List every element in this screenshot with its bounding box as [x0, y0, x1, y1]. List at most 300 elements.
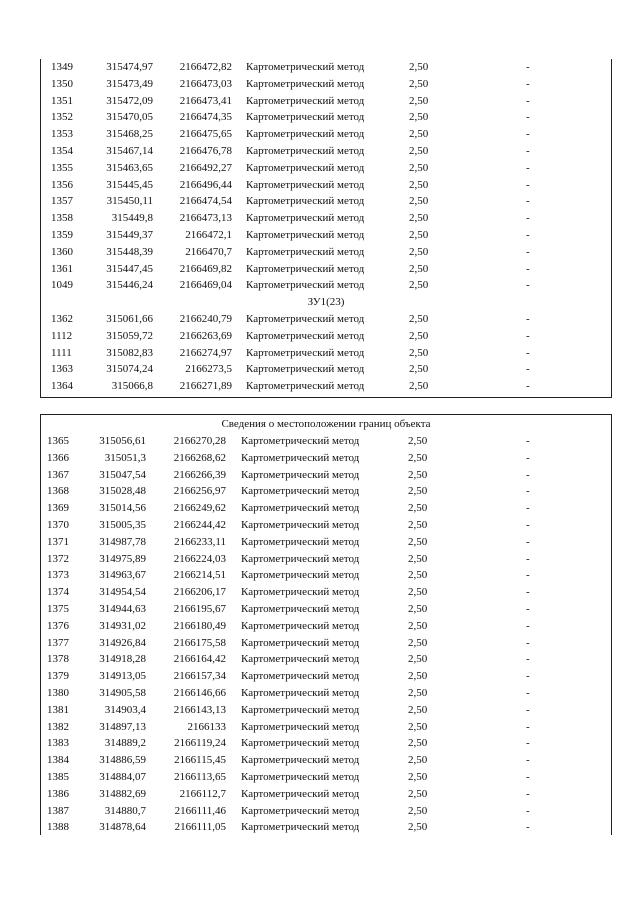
x-coordinate-cell: 315051,3	[104, 451, 146, 464]
table-row	[41, 769, 611, 786]
x-coordinate-cell: 314944,63	[99, 602, 146, 615]
x-coordinate-cell: 315047,54	[99, 468, 146, 481]
table-row	[41, 93, 611, 110]
method-cell: Картометрический метод	[246, 262, 365, 275]
x-coordinate-cell: 314882,69	[99, 787, 146, 800]
x-coordinate-cell: 315468,25	[106, 128, 153, 141]
table-rows	[41, 433, 611, 836]
method-cell: Картометрический метод	[241, 586, 360, 599]
x-coordinate-cell: 315061,66	[106, 312, 153, 325]
point-number-cell: 1367	[47, 468, 69, 481]
description-cell: -	[526, 821, 530, 834]
description-cell: -	[526, 346, 530, 359]
description-cell: -	[526, 804, 530, 817]
x-coordinate-cell: 315056,61	[99, 435, 146, 447]
method-cell: Картометрический метод	[241, 670, 360, 683]
table-row	[41, 244, 611, 261]
y-coordinate-cell: 2166266,39	[173, 468, 226, 481]
method-cell: Картометрический метод	[246, 61, 365, 73]
table-row	[41, 261, 611, 278]
accuracy-cell: 2,50	[408, 535, 428, 548]
x-coordinate-cell: 315445,45	[106, 178, 153, 191]
description-cell: -	[526, 586, 530, 599]
y-coordinate-cell: 2166112,7	[179, 787, 226, 800]
accuracy-cell: 2,50	[409, 195, 429, 208]
point-number-cell: 1355	[51, 161, 73, 174]
point-number-cell: 1111	[51, 346, 72, 359]
accuracy-cell: 2,50	[409, 279, 429, 292]
y-coordinate-cell: 2166111,46	[174, 804, 226, 817]
method-cell: Картометрический метод	[246, 111, 365, 124]
point-number-cell: 1374	[47, 586, 69, 599]
x-coordinate-cell: 314884,07	[99, 770, 146, 783]
y-coordinate-cell: 2166115,45	[174, 754, 226, 767]
y-coordinate-cell: 2166492,27	[179, 161, 232, 174]
table-row	[41, 635, 611, 652]
description-cell: -	[526, 703, 530, 716]
method-cell: Картометрический метод	[246, 228, 365, 241]
accuracy-cell: 2,50	[408, 485, 428, 498]
boundary-location-table	[40, 414, 612, 835]
description-cell: -	[526, 636, 530, 649]
description-cell: -	[526, 128, 530, 141]
accuracy-cell: 2,50	[408, 552, 428, 565]
y-coordinate-cell: 2166249,62	[173, 502, 226, 515]
y-coordinate-cell: 2166157,34	[173, 670, 226, 683]
accuracy-cell: 2,50	[408, 451, 428, 464]
x-coordinate-cell: 314987,78	[99, 535, 146, 548]
accuracy-cell: 2,50	[408, 754, 428, 767]
accuracy-cell: 2,50	[409, 245, 429, 258]
description-cell: -	[526, 468, 530, 481]
y-coordinate-cell: 2166143,13	[173, 703, 226, 716]
table-row	[41, 210, 611, 227]
accuracy-cell: 2,50	[408, 821, 428, 834]
description-cell: -	[526, 602, 530, 615]
description-cell: -	[526, 363, 530, 376]
point-number-cell: 1351	[51, 94, 73, 107]
accuracy-cell: 2,50	[409, 77, 429, 90]
method-cell: Картометрический метод	[241, 468, 360, 481]
accuracy-cell: 2,50	[408, 636, 428, 649]
accuracy-cell: 2,50	[408, 703, 428, 716]
accuracy-cell: 2,50	[409, 346, 429, 359]
y-coordinate-cell: 2166180,49	[173, 619, 226, 632]
table-row	[41, 109, 611, 126]
y-coordinate-cell: 2166473,41	[179, 94, 232, 107]
method-cell: Картометрический метод	[246, 346, 365, 359]
point-number-cell: 1376	[47, 619, 69, 632]
point-number-cell: 1369	[47, 502, 69, 515]
y-coordinate-cell: 2166475,65	[179, 128, 232, 141]
accuracy-cell: 2,50	[409, 329, 429, 342]
description-cell: -	[526, 720, 530, 733]
method-cell: Картометрический метод	[246, 329, 365, 342]
y-coordinate-cell: 2166476,78	[179, 144, 232, 157]
y-coordinate-cell: 2166274,97	[179, 346, 232, 359]
x-coordinate-cell: 315473,49	[106, 77, 153, 90]
x-coordinate-cell: 315447,45	[106, 262, 153, 275]
point-number-cell: 1349	[51, 61, 73, 73]
y-coordinate-cell: 2166244,42	[173, 518, 226, 531]
y-coordinate-cell: 2166496,44	[179, 178, 232, 191]
table-row	[41, 311, 611, 328]
description-cell: -	[526, 737, 530, 750]
accuracy-cell: 2,50	[408, 619, 428, 632]
description-cell: -	[526, 262, 530, 275]
y-coordinate-cell: 2166240,79	[179, 312, 232, 325]
x-coordinate-cell: 315446,24	[106, 279, 153, 292]
accuracy-cell: 2,50	[408, 720, 428, 733]
table-row	[41, 752, 611, 769]
description-cell: -	[526, 770, 530, 783]
description-cell: -	[526, 380, 530, 393]
method-cell: Картометрический метод	[241, 821, 360, 834]
y-coordinate-cell: 2166206,17	[173, 586, 226, 599]
accuracy-cell: 2,50	[408, 787, 428, 800]
description-cell: -	[526, 329, 530, 342]
y-coordinate-cell: 2166214,51	[173, 569, 226, 582]
accuracy-cell: 2,50	[408, 804, 428, 817]
method-cell: Картометрический метод	[246, 94, 365, 107]
method-cell: Картометрический метод	[241, 703, 360, 716]
x-coordinate-cell: 314905,58	[99, 686, 146, 699]
y-coordinate-cell: 2166263,69	[179, 329, 232, 342]
accuracy-cell: 2,50	[409, 111, 429, 124]
description-cell: -	[526, 451, 530, 464]
accuracy-cell: 2,50	[408, 670, 428, 683]
method-cell: Картометрический метод	[241, 569, 360, 582]
method-cell: Картометрический метод	[241, 485, 360, 498]
point-number-cell: 1378	[47, 653, 69, 666]
point-number-cell: 1360	[51, 245, 73, 258]
accuracy-cell: 2,50	[409, 262, 429, 275]
x-coordinate-cell: 315470,05	[106, 111, 153, 124]
method-cell: Картометрический метод	[246, 279, 365, 292]
y-coordinate-cell: 2166472,82	[179, 61, 232, 73]
x-coordinate-cell: 314878,64	[99, 821, 146, 834]
point-number-cell: 1385	[47, 770, 69, 783]
description-cell: -	[526, 535, 530, 548]
point-number-cell: 1049	[51, 279, 73, 292]
method-cell: Картометрический метод	[241, 770, 360, 783]
accuracy-cell: 2,50	[409, 178, 429, 191]
description-cell: -	[526, 61, 530, 73]
description-cell: -	[526, 161, 530, 174]
table-row	[41, 59, 611, 76]
table-row	[41, 735, 611, 752]
x-coordinate-cell: 314963,67	[99, 569, 146, 582]
description-cell: -	[526, 485, 530, 498]
method-cell: Картометрический метод	[246, 144, 365, 157]
table-row	[41, 702, 611, 719]
description-cell: -	[526, 212, 530, 225]
point-number-cell: 1358	[51, 212, 73, 225]
method-cell: Картометрический метод	[241, 754, 360, 767]
point-number-cell: 1388	[47, 821, 69, 834]
description-cell: -	[526, 178, 530, 191]
y-coordinate-cell: 2166133	[187, 720, 226, 733]
point-number-cell: 1356	[51, 178, 73, 191]
method-cell: Картометрический метод	[246, 178, 365, 191]
y-coordinate-cell: 2166164,42	[173, 653, 226, 666]
x-coordinate-cell: 314889,2	[104, 737, 146, 750]
accuracy-cell: 2,50	[409, 380, 429, 393]
table-row	[41, 483, 611, 500]
method-cell: Картометрический метод	[241, 552, 360, 565]
method-cell: Картометрический метод	[241, 435, 360, 447]
accuracy-cell: 2,50	[409, 212, 429, 225]
description-cell: -	[526, 228, 530, 241]
description-cell: -	[526, 312, 530, 325]
accuracy-cell: 2,50	[408, 770, 428, 783]
table-row	[41, 126, 611, 143]
y-coordinate-cell: 2166233,11	[174, 535, 226, 548]
point-number-cell: 1381	[47, 703, 69, 716]
table-row	[41, 378, 611, 395]
table-row	[41, 467, 611, 484]
x-coordinate-cell: 314897,13	[99, 720, 146, 733]
method-cell: Картометрический метод	[241, 720, 360, 733]
point-number-cell: 1373	[47, 569, 69, 582]
description-cell: -	[526, 195, 530, 208]
x-coordinate-cell: 315450,11	[106, 195, 153, 208]
x-coordinate-cell: 315005,35	[99, 518, 146, 531]
y-coordinate-cell: 2166111,05	[174, 821, 226, 834]
point-number-cell: 1382	[47, 720, 69, 733]
method-cell: Картометрический метод	[246, 363, 365, 376]
point-number-cell: 1357	[51, 195, 73, 208]
description-cell: -	[526, 111, 530, 124]
point-number-cell: 1359	[51, 228, 73, 241]
x-coordinate-cell: 315474,97	[106, 61, 153, 73]
table-row	[41, 786, 611, 803]
y-coordinate-cell: 2166224,03	[173, 552, 226, 565]
x-coordinate-cell: 315082,83	[106, 346, 153, 359]
method-cell: Картометрический метод	[246, 161, 365, 174]
point-number-cell: 1354	[51, 144, 73, 157]
x-coordinate-cell: 315449,37	[106, 228, 153, 241]
method-cell: Картометрический метод	[241, 518, 360, 531]
point-number-cell: 1364	[51, 380, 73, 393]
method-cell: Картометрический метод	[241, 451, 360, 464]
y-coordinate-cell: 2166469,04	[179, 279, 232, 292]
x-coordinate-cell: 314954,54	[99, 586, 146, 599]
point-number-cell: 1377	[47, 636, 69, 649]
method-cell: Картометрический метод	[241, 602, 360, 615]
subsection-label: ЗУ1(23)	[307, 296, 345, 309]
description-cell: -	[526, 569, 530, 582]
point-number-cell: 1350	[51, 77, 73, 90]
table-row	[41, 819, 611, 836]
accuracy-cell: 2,50	[408, 737, 428, 750]
table-row	[41, 277, 611, 294]
method-cell: Картометрический метод	[246, 380, 365, 393]
description-cell: -	[526, 518, 530, 531]
table-row	[41, 160, 611, 177]
table-row	[41, 328, 611, 345]
table-row	[41, 227, 611, 244]
description-cell: -	[526, 144, 530, 157]
x-coordinate-cell: 314903,4	[104, 703, 146, 716]
point-number-cell: 1352	[51, 111, 73, 124]
point-number-cell: 1366	[47, 451, 69, 464]
x-coordinate-cell: 314918,28	[99, 653, 146, 666]
accuracy-cell: 2,50	[409, 128, 429, 141]
coordinates-table-continued	[40, 59, 612, 398]
x-coordinate-cell: 314931,02	[99, 619, 146, 632]
table-row	[41, 618, 611, 635]
y-coordinate-cell: 2166256,97	[173, 485, 226, 498]
x-coordinate-cell: 314926,84	[99, 636, 146, 649]
method-cell: Картометрический метод	[246, 195, 365, 208]
method-cell: Картометрический метод	[241, 787, 360, 800]
description-cell: -	[526, 245, 530, 258]
point-number-cell: 1112	[51, 329, 73, 342]
accuracy-cell: 2,50	[408, 586, 428, 599]
y-coordinate-cell: 2166119,24	[174, 737, 226, 750]
point-number-cell: 1375	[47, 602, 69, 615]
table-row	[41, 551, 611, 568]
accuracy-cell: 2,50	[408, 435, 428, 447]
accuracy-cell: 2,50	[408, 602, 428, 615]
y-coordinate-cell: 2166474,54	[179, 195, 232, 208]
accuracy-cell: 2,50	[409, 228, 429, 241]
accuracy-cell: 2,50	[408, 468, 428, 481]
table-row	[41, 361, 611, 378]
point-number-cell: 1384	[47, 754, 69, 767]
table-row	[41, 803, 611, 820]
y-coordinate-cell: 2166146,66	[173, 686, 226, 699]
point-number-cell: 1383	[47, 737, 69, 750]
point-number-cell: 1372	[47, 552, 69, 565]
x-coordinate-cell: 315448,39	[106, 245, 153, 258]
table-row	[41, 450, 611, 467]
table-row	[41, 668, 611, 685]
y-coordinate-cell: 2166270,28	[173, 435, 226, 447]
method-cell: Картометрический метод	[241, 653, 360, 666]
accuracy-cell: 2,50	[408, 518, 428, 531]
table-row	[41, 177, 611, 194]
y-coordinate-cell: 2166473,13	[179, 212, 232, 225]
table-row	[41, 534, 611, 551]
y-coordinate-cell: 2166469,82	[179, 262, 232, 275]
table-row	[41, 719, 611, 736]
accuracy-cell: 2,50	[408, 502, 428, 515]
table-row	[41, 651, 611, 668]
description-cell: -	[526, 670, 530, 683]
table-row	[41, 345, 611, 362]
point-number-cell: 1368	[47, 485, 69, 498]
method-cell: Картометрический метод	[246, 128, 365, 141]
y-coordinate-cell: 2166470,7	[185, 245, 232, 258]
point-number-cell: 1379	[47, 670, 69, 683]
point-number-cell: 1380	[47, 686, 69, 699]
accuracy-cell: 2,50	[408, 653, 428, 666]
point-number-cell: 1353	[51, 128, 73, 141]
method-cell: Картометрический метод	[241, 619, 360, 632]
table-row	[41, 601, 611, 618]
accuracy-cell: 2,50	[409, 144, 429, 157]
x-coordinate-cell: 315014,56	[99, 502, 146, 515]
table-row	[41, 517, 611, 534]
table-rows	[41, 59, 611, 395]
accuracy-cell: 2,50	[409, 94, 429, 107]
point-number-cell: 1387	[47, 804, 69, 817]
point-number-cell: 1386	[47, 787, 69, 800]
y-coordinate-cell: 2166268,62	[173, 451, 226, 464]
x-coordinate-cell: 315028,48	[99, 485, 146, 498]
description-cell: -	[526, 653, 530, 666]
table-row	[41, 433, 611, 450]
description-cell: -	[526, 435, 530, 447]
section-heading: Сведения о местоположении границ объекта	[221, 418, 431, 430]
description-cell: -	[526, 619, 530, 632]
x-coordinate-cell: 314975,89	[99, 552, 146, 565]
table-row	[41, 193, 611, 210]
point-number-cell: 1363	[51, 363, 73, 376]
point-number-cell: 1362	[51, 312, 73, 325]
y-coordinate-cell: 2166273,5	[185, 363, 232, 376]
method-cell: Картометрический метод	[241, 535, 360, 548]
accuracy-cell: 2,50	[409, 312, 429, 325]
table-row	[41, 500, 611, 517]
method-cell: Картометрический метод	[246, 312, 365, 325]
description-cell: -	[526, 552, 530, 565]
description-cell: -	[526, 754, 530, 767]
x-coordinate-cell: 315463,65	[106, 161, 153, 174]
description-cell: -	[526, 279, 530, 292]
y-coordinate-cell: 2166113,65	[174, 770, 226, 783]
table-row	[41, 584, 611, 601]
method-cell: Картометрический метод	[241, 686, 360, 699]
method-cell: Картометрический метод	[241, 636, 360, 649]
accuracy-cell: 2,50	[408, 686, 428, 699]
description-cell: -	[526, 787, 530, 800]
method-cell: Картометрический метод	[246, 245, 365, 258]
y-coordinate-cell: 2166473,03	[179, 77, 232, 90]
x-coordinate-cell: 315472,09	[106, 94, 153, 107]
method-cell: Картометрический метод	[246, 212, 365, 225]
accuracy-cell: 2,50	[409, 363, 429, 376]
method-cell: Картометрический метод	[241, 502, 360, 515]
x-coordinate-cell: 315066,8	[111, 380, 153, 393]
description-cell: -	[526, 77, 530, 90]
x-coordinate-cell: 314913,05	[99, 670, 146, 683]
point-number-cell: 1371	[47, 535, 69, 548]
description-cell: -	[526, 502, 530, 515]
x-coordinate-cell: 315059,72	[106, 329, 153, 342]
x-coordinate-cell: 315449,8	[111, 212, 153, 225]
point-number-cell: 1365	[47, 435, 69, 447]
x-coordinate-cell: 315074,24	[106, 363, 153, 376]
point-number-cell: 1370	[47, 518, 69, 531]
y-coordinate-cell: 2166271,89	[179, 380, 232, 393]
y-coordinate-cell: 2166175,58	[173, 636, 226, 649]
y-coordinate-cell: 2166472,1	[185, 228, 232, 241]
x-coordinate-cell: 315467,14	[106, 144, 153, 157]
point-number-cell: 1361	[51, 262, 73, 275]
description-cell: -	[526, 94, 530, 107]
x-coordinate-cell: 314880,7	[104, 804, 146, 817]
method-cell: Картометрический метод	[241, 737, 360, 750]
x-coordinate-cell: 314886,59	[99, 754, 146, 767]
table-row	[41, 685, 611, 702]
accuracy-cell: 2,50	[409, 61, 429, 73]
method-cell: Картометрический метод	[246, 77, 365, 90]
accuracy-cell: 2,50	[408, 569, 428, 582]
accuracy-cell: 2,50	[409, 161, 429, 174]
